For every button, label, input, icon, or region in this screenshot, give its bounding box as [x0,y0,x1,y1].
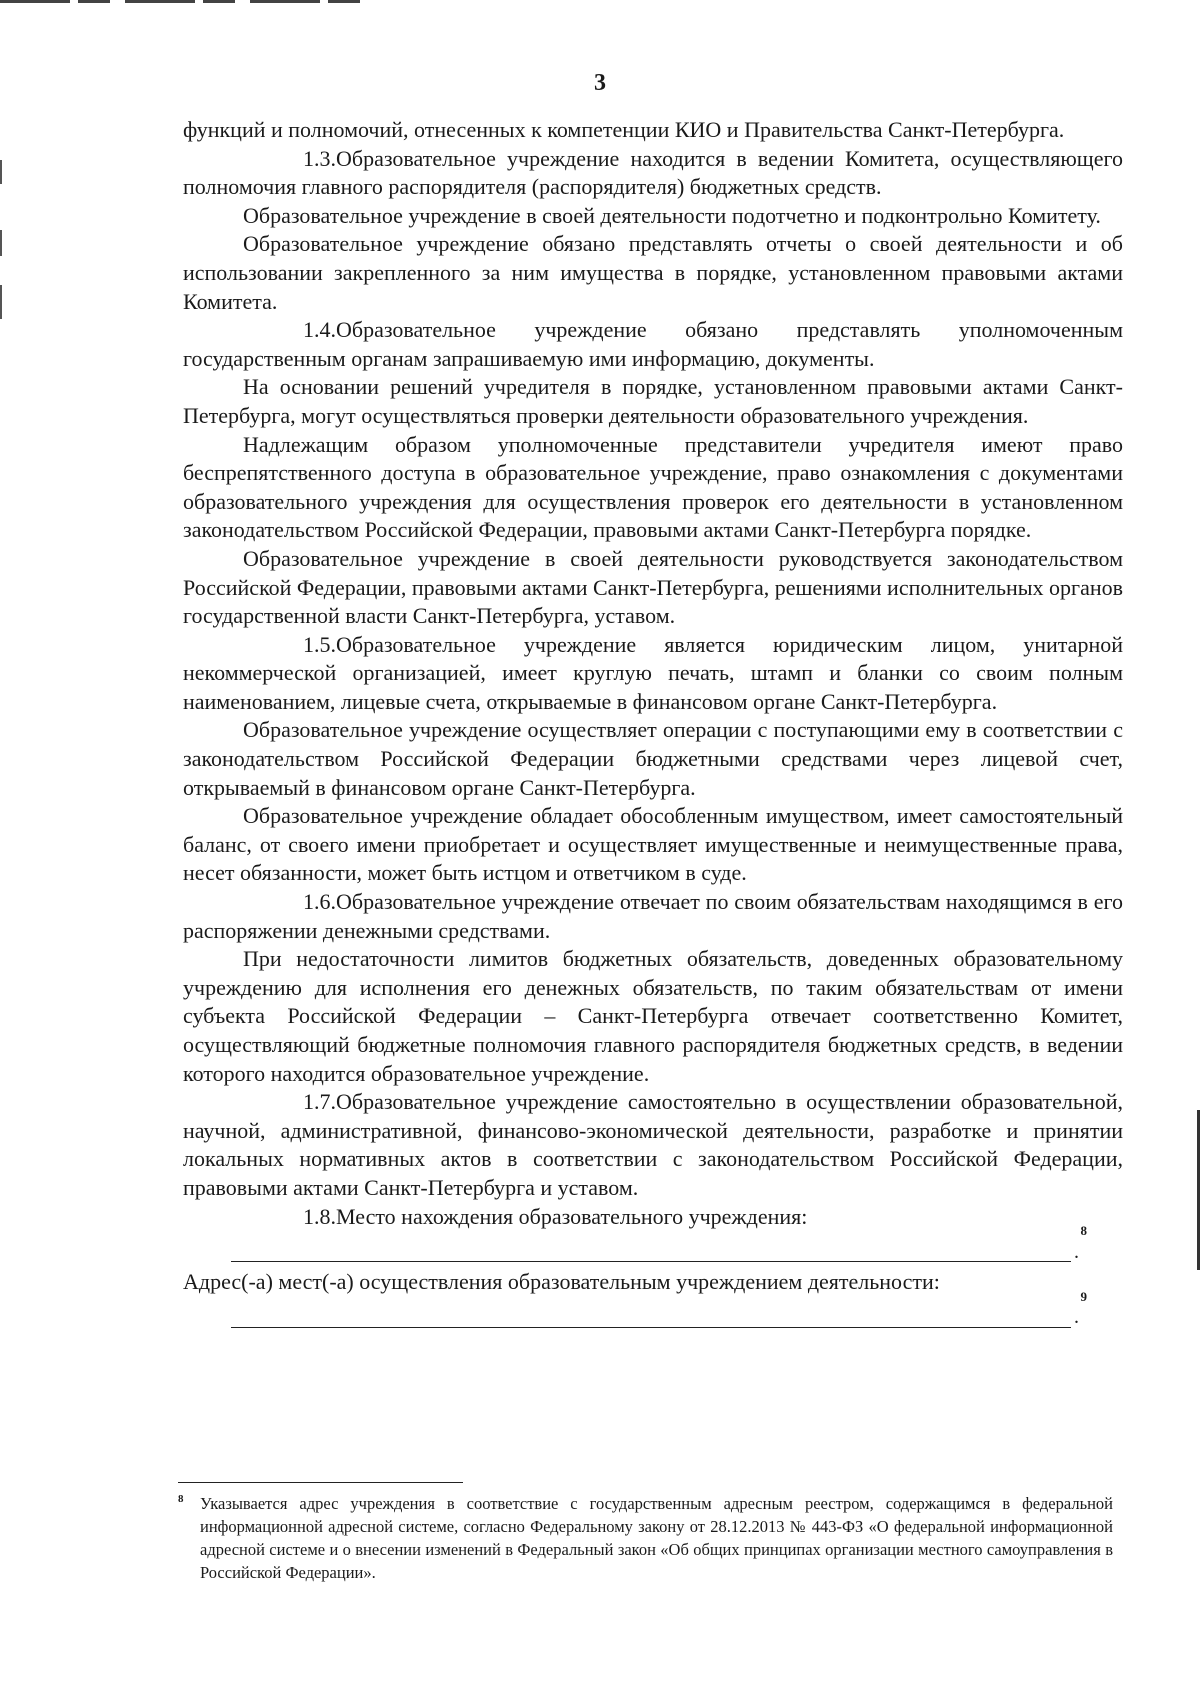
paragraph: На основании решений учредителя в порядке, установленном правовыми актами Санкт-Петербурга, могут осуществляться проверки деятельности образовательного учреждения. [183,374,1123,428]
paragraph: При недостаточности лимитов бюджетных обязательств, доведенных образовательному учреждению для исполнения его денежных обязательств, по таким обязательствам от имени субъекта Российской Федерации – Санкт-Петербурга отвечает соответственно Комитет, осуществляющий бюджетные полномочия главного распорядителя бюджетных средств, в ведении которого находится образовательное учреждение. [183,946,1123,1086]
scan-artifact-left [0,285,2,319]
footnote-ref-8: 8 [1080,1223,1087,1239]
section-number: 1.3. [303,145,336,171]
paragraph-1-8 [183,1203,1123,1232]
address-fill-line [231,1288,1087,1329]
section-number: 1.5. [303,631,336,657]
paragraph-1-5 [183,631,1123,717]
paragraph: Образовательное учреждение обязано представлять отчеты о своей деятельности и об использовании закрепленного за ним имущества в порядке, установленном правовыми актами Комитета. [183,231,1123,314]
paragraph: Образовательное учреждение осуществляет операции с поступающими ему в соответствии с законодательством Российской Федерации бюджетными средствами через лицевой счет, открываемый в финансовом органе Санкт-Петербурга. [183,717,1123,800]
address-label: Адрес(-а) мест(-а) осуществления образовательным учреждением деятельности: [183,1269,940,1295]
paragraph-text: Образовательное учреждение обязано представлять уполномоченным государственным органам запрашиваемую ими информацию, документы. [183,317,1123,371]
fill-line-end: . [1074,1240,1079,1263]
section-number: 1.4. [303,317,336,343]
paragraph-1-3 [183,145,1123,202]
paragraph: Образовательное учреждение в своей деятельности подотчетно и подконтрольно Комитету. [243,202,1101,228]
scan-artifact-left [0,230,2,256]
section-number: 1.6. [303,889,336,915]
paragraph-text: Образовательное учреждение отвечает по своим обязательствам находящимся в его распоряжении денежными средствами. [183,889,1123,943]
paragraph: функций и полномочий, отнесенных к компетенции КИО и Правительства Санкт-Петербурга. [183,117,1065,142]
footnote-text: Указывается адрес учреждения в соответствие с государственным адресным реестром, содержащимся в федеральной информационной адресной системе, согласно Федеральному закону от 28.12.2013 № 443-ФЗ «О федеральной информационной адресной системе и о внесении изменений в Федеральный закон «Об общих принципах организации местного самоуправления в Российской Федерации». [200,1494,1113,1582]
paragraph-text: Образовательное учреждение является юридическим лицом, унитарной некоммерческой организацией, имеет круглую печать, штамп и бланки со своим полным наименованием, лицевые счета, открываемые в финансовом органе Санкт-Петербурга. [183,631,1123,714]
paragraph-1-7 [183,1088,1123,1202]
footnote-separator [178,1482,463,1483]
fill-line-end: . [1074,1306,1079,1329]
location-fill-line [231,1223,1087,1263]
paragraph-1-6 [183,888,1123,945]
section-number: 1.7. [303,1089,336,1115]
paragraph: Образовательное учреждение в своей деятельности руководствуется законодательством Российской Федерации, правовыми актами Санкт-Петербурга, решениями исполнительных органов государственной власти Санкт-Петербурга, уставом. [183,545,1123,629]
scan-artifact-left [0,160,2,184]
section-number: 1.8. [303,1203,336,1229]
scan-artifact-top [0,0,360,3]
paragraph-text: Образовательное учреждение самостоятельно в осуществлении образовательной, научной, административной, финансово-экономической деятельности, разработке и принятии локальных нормативных актов в соответствии с законодательством Российской Федерации, правовыми актами Санкт-Петербурга и уставом. [183,1089,1123,1200]
footnote-ref-9: 9 [1080,1288,1087,1304]
paragraph-text: Образовательное учреждение находится в ведении Комитета, осуществляющего полномочия главного распорядителя (распорядителя) бюджетных средств. [183,145,1123,200]
footnote-mark: 8 [178,1493,184,1505]
paragraph-text: Место нахождения образовательного учреждения: [336,1203,808,1229]
paragraph-1-4 [183,316,1123,373]
paragraph: Образовательное учреждение обладает обособленным имуществом, имеет самостоятельный баланс, от своего имени приобретает и осуществляет имущественные и неимущественные права, несет обязанности, может быть истцом и ответчиком в суде. [183,803,1123,886]
document-body [183,116,1123,1328]
footnote [178,1492,1113,1584]
page-number: 3 [594,70,606,96]
paragraph: Надлежащим образом уполномоченные представители учредителя имеют право беспрепятственного доступа в образовательное учреждение, право ознакомления с документами образовательного учреждения для осуществления проверок его деятельности в установленном законодательством Российской Федерации, правовыми актами Санкт-Петербурга порядке. [183,431,1123,543]
